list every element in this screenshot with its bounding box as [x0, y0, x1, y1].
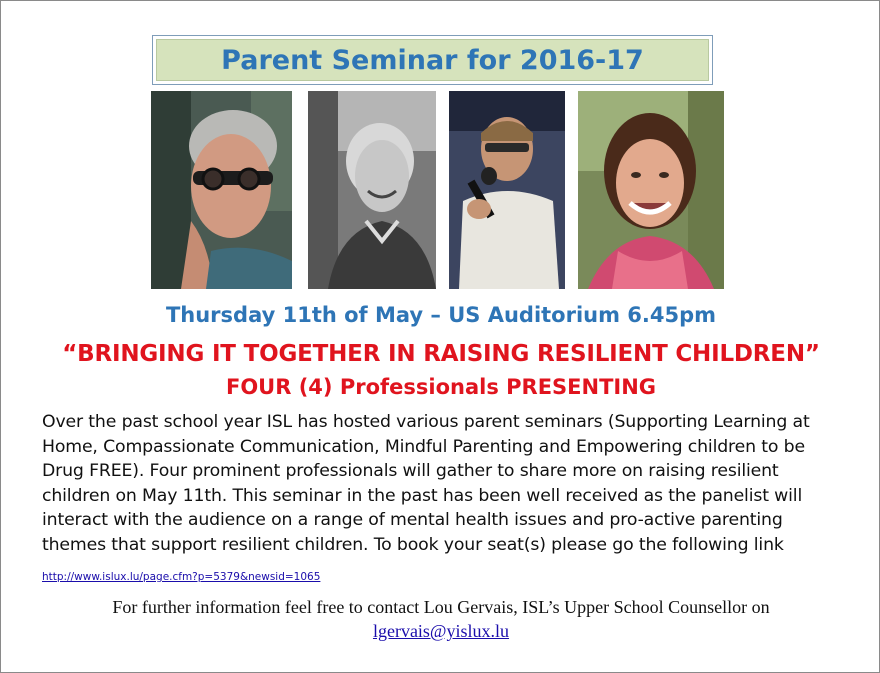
presenter-photo-3	[449, 91, 565, 289]
booking-link[interactable]: http://www.islux.lu/page.cfm?p=5379&newsid=1065	[42, 571, 321, 583]
seminar-description: Over the past school year ISL has hosted various parent seminars (Supporting Learning at Home, Compassionate Communication, Mindful Parenting and Empowering children to be Drug FREE). Four prominent professionals will gather to share more on raising resilient children on May 11th. This seminar in the past has been well received as the panelist will interact with the audience on a range of mental health issues and pro-active parenting themes that support resilient children. To book your seat(s) please go the following link	[42, 412, 810, 555]
presenter-photo-1	[151, 91, 292, 289]
seminar-headline: “BRINGING IT TOGETHER IN RAISING RESILIENT CHILDREN”	[62, 341, 820, 367]
event-date-location: Thursday 11th of May – US Auditorium 6.45pm	[165, 303, 717, 327]
page-title: Parent Seminar for 2016-17	[156, 39, 709, 81]
seminar-subhead: FOUR (4) Professionals PRESENTING	[225, 375, 657, 399]
presenter-photo-4	[578, 91, 724, 289]
contact-email-line	[1, 621, 880, 642]
title-banner	[152, 35, 713, 85]
contact-text: For further information feel free to contact Lou Gervais, ISL’s Upper School Counsellor on	[112, 597, 770, 617]
contact-email-link[interactable]: lgervais@yislux.lu	[372, 621, 510, 641]
presenter-photo-2	[308, 91, 436, 289]
